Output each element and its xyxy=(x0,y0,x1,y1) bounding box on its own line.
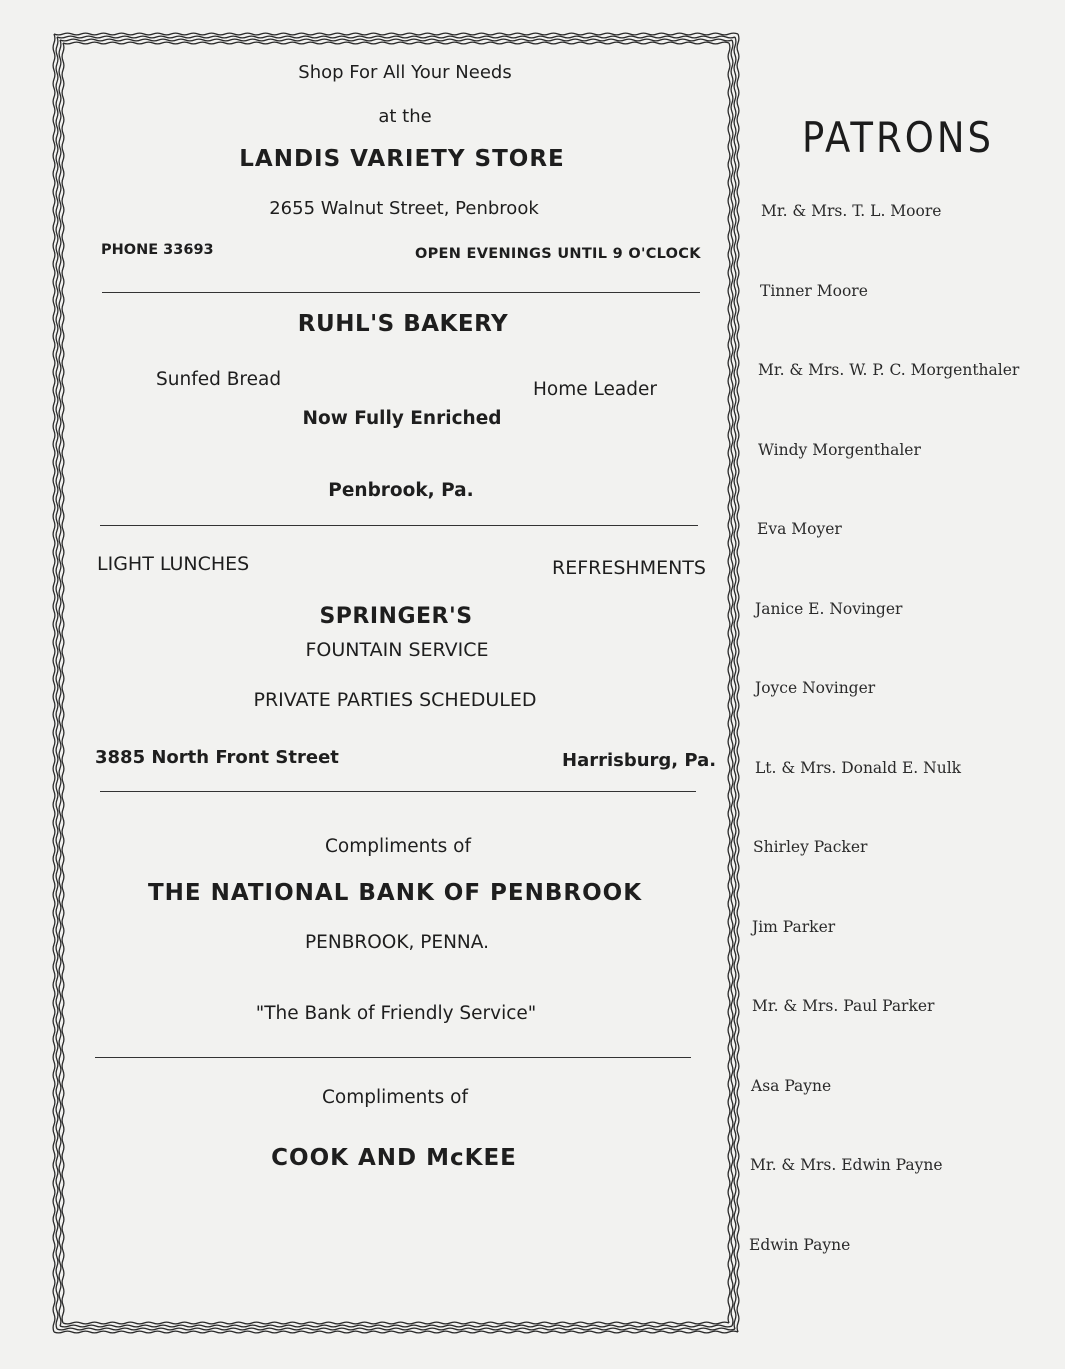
patron-name: Eva Moyer xyxy=(757,520,842,538)
patron-name: Mr. & Mrs. Edwin Payne xyxy=(750,1156,943,1174)
cook-compliments: Compliments of xyxy=(321,1087,469,1108)
springer-subtitle: FOUNTAIN SERVICE xyxy=(305,639,489,661)
bank-location: PENBROOK, PENNA. xyxy=(305,932,489,953)
divider xyxy=(95,1057,691,1058)
landis-address: 2655 Walnut Street, Penbrook xyxy=(269,198,539,219)
patron-name: Windy Morgenthaler xyxy=(758,441,921,459)
ruhl-product-left: Sunfed Bread xyxy=(156,369,282,390)
springer-address: 3885 North Front Street xyxy=(95,747,339,768)
landis-intro: Shop For All Your Needs xyxy=(298,62,512,83)
ruhl-location: Penbrook, Pa. xyxy=(328,480,474,501)
patron-name: Tinner Moore xyxy=(760,282,868,300)
ruhl-tagline: Now Fully Enriched xyxy=(302,408,502,429)
patron-name: Jim Parker xyxy=(752,918,836,936)
ruhl-bakery-name: RUHL'S BAKERY xyxy=(297,311,509,337)
bank-name: THE NATIONAL BANK OF PENBROOK xyxy=(147,880,643,906)
cook-name: COOK AND McKEE xyxy=(271,1145,517,1171)
patron-name: Janice E. Novinger xyxy=(755,600,903,618)
landis-at-the: at the xyxy=(378,106,432,127)
ruhl-product-right: Home Leader xyxy=(533,379,657,400)
springer-left: LIGHT LUNCHES xyxy=(97,553,250,575)
bank-slogan: "The Bank of Friendly Service" xyxy=(255,1003,537,1024)
landis-store-name: LANDIS VARIETY STORE xyxy=(239,146,565,172)
landis-phone: PHONE 33693 xyxy=(101,242,214,258)
patrons-title: PATRONS xyxy=(802,114,994,163)
patron-name: Mr. & Mrs. T. L. Moore xyxy=(761,202,942,220)
bank-compliments: Compliments of xyxy=(324,836,472,857)
springer-name: SPRINGER'S xyxy=(319,604,473,629)
patron-name: Mr. & Mrs. W. P. C. Morgenthaler xyxy=(758,361,1020,379)
springer-city: Harrisburg, Pa. xyxy=(562,750,717,771)
patron-name: Shirley Packer xyxy=(753,838,868,856)
divider xyxy=(100,525,698,526)
springer-right: REFRESHMENTS xyxy=(552,557,706,579)
advertisement-frame xyxy=(52,32,740,1334)
divider xyxy=(102,292,700,293)
patron-name: Asa Payne xyxy=(751,1077,832,1095)
patron-name: Edwin Payne xyxy=(749,1236,851,1254)
wavy-border xyxy=(52,32,740,1334)
patron-name: Mr. & Mrs. Paul Parker xyxy=(752,997,935,1015)
springer-note: PRIVATE PARTIES SCHEDULED xyxy=(253,689,537,711)
landis-hours: OPEN EVENINGS UNTIL 9 O'CLOCK xyxy=(415,246,701,262)
patron-name: Lt. & Mrs. Donald E. Nulk xyxy=(755,759,962,777)
divider xyxy=(100,791,696,792)
patron-name: Joyce Novinger xyxy=(755,679,876,697)
